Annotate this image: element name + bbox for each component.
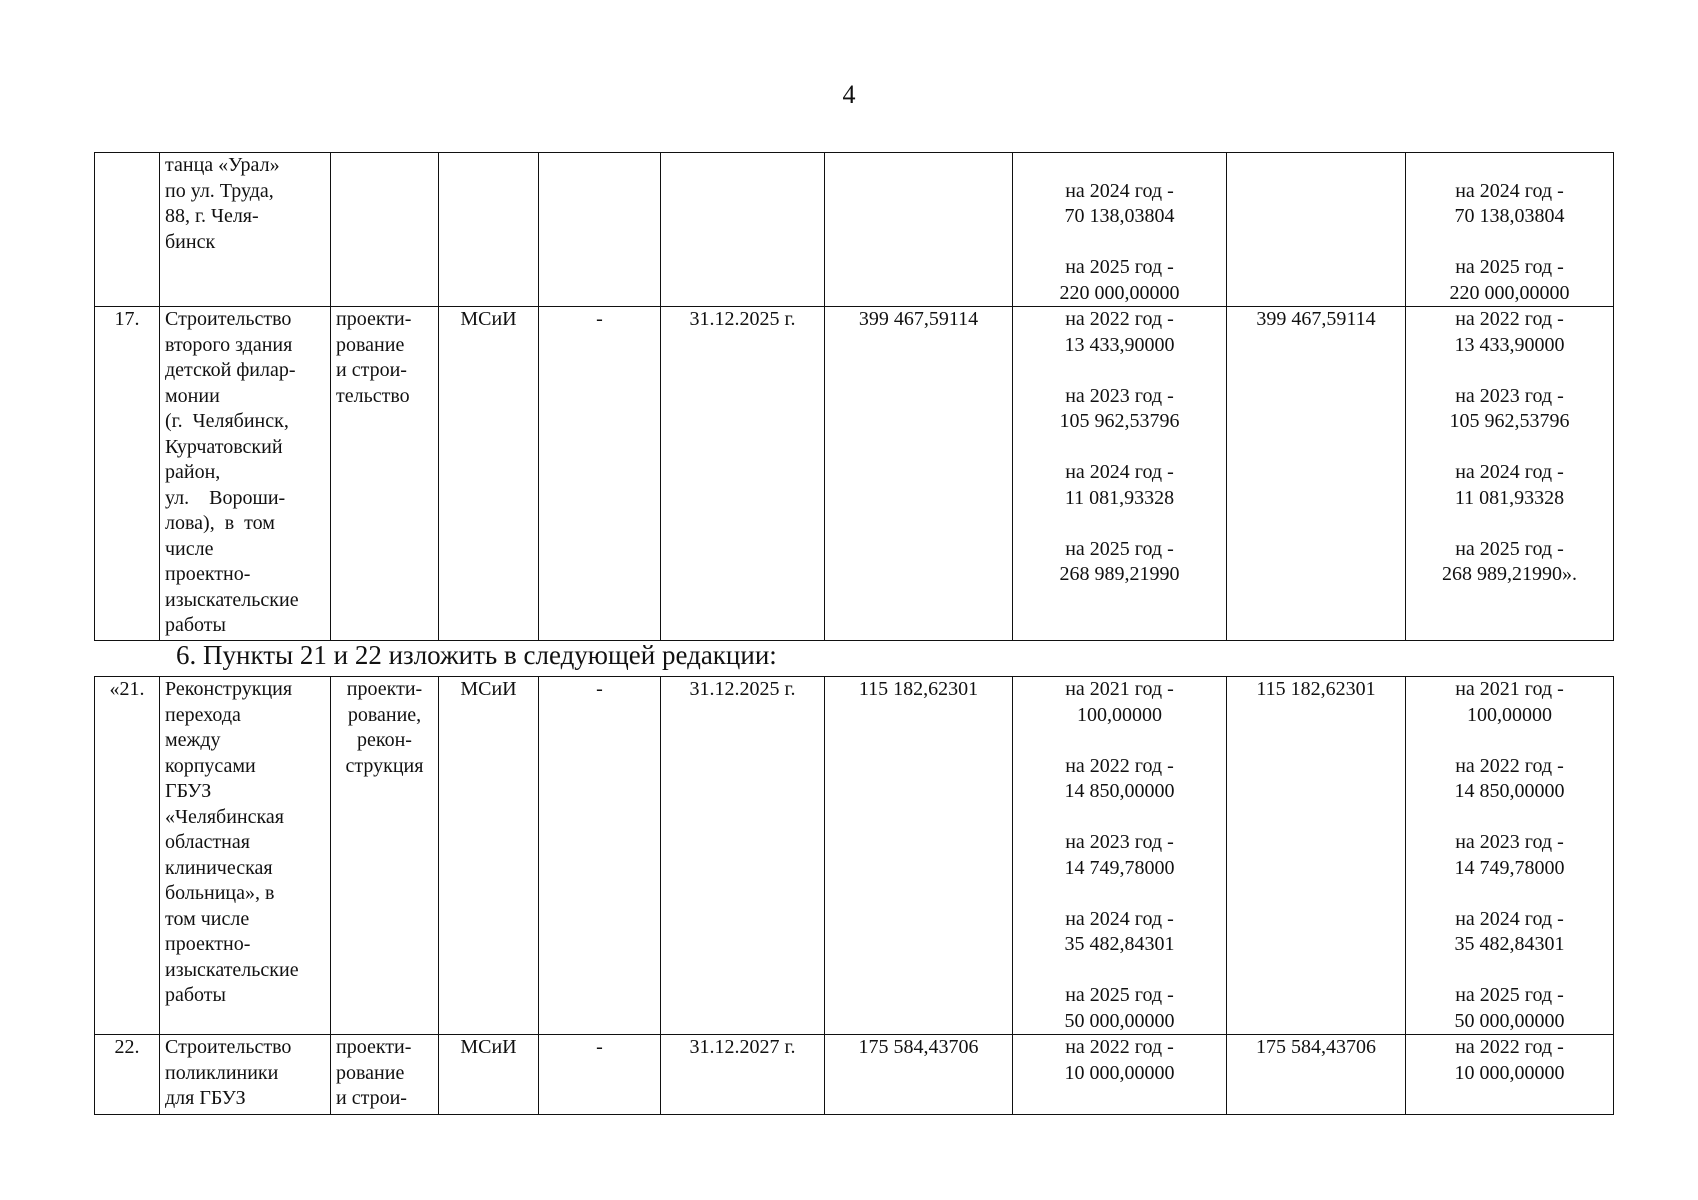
objects-table-continuation (94, 152, 1614, 641)
customer (439, 153, 539, 307)
estimated-cost: 115 182,62301 (825, 677, 1013, 1035)
table-row (95, 677, 1614, 1035)
object-name-line: детской филар- (165, 359, 296, 381)
budget-by-year: на 2024 год - 70 138,03804 на 2025 год - 220 000,00000 (1406, 153, 1614, 307)
work-type: проекти- рование и строи- (331, 1035, 439, 1115)
work-type: проекти- рование и строи- тельство (331, 307, 439, 641)
object-name: Строительство поликлиники для ГБУЗ (160, 1035, 331, 1115)
term-start: - (539, 307, 661, 641)
term-end: 31.12.2025 г. (661, 677, 825, 1035)
table-row (95, 153, 1614, 307)
object-name-line: ул. Вороши- (165, 486, 286, 509)
object-name-line: проектно- (165, 563, 251, 585)
estimated-cost (825, 153, 1013, 307)
object-name-line: числе (165, 537, 214, 560)
object-name-line: изыскательские (165, 588, 299, 611)
object-name-line: Курчатовский (165, 435, 283, 458)
object-name-line: монии (165, 384, 220, 407)
budget-by-year: на 2022 год - 13 433,90000 на 2023 год - 105 962,53796 на 2024 год - 11 081,93328 на 2025 год - 268 989,21990». (1406, 307, 1614, 641)
term-end: 31.12.2027 г. (661, 1035, 825, 1115)
budget-by-year: на 2022 год - 10 000,00000 (1406, 1035, 1614, 1115)
object-name-line: район, (165, 461, 221, 483)
financing-by-year: на 2022 год - 10 000,00000 (1013, 1035, 1227, 1115)
term-end: 31.12.2025 г. (661, 307, 825, 641)
row-number (95, 153, 160, 307)
budget-by-year: на 2021 год - 100,00000 на 2022 год - 14 850,00000 на 2023 год - 14 749,78000 на 2024 год - 35 482,84301 на 2025 год - 50 000,00000 (1406, 677, 1614, 1035)
object-name: танца «Урал» по ул. Труда, 88, г. Челя- бинск (160, 153, 331, 307)
object-name (160, 307, 331, 641)
budget-amount (1227, 153, 1406, 307)
customer: МСиИ (439, 677, 539, 1035)
object-name-line: Строительство (165, 308, 292, 330)
page-number: 4 (842, 80, 856, 109)
work-type (331, 153, 439, 307)
amendment-instruction: 6. Пункты 21 и 22 изложить в следующей редакции: (176, 640, 777, 670)
term-start: - (539, 1035, 661, 1115)
customer: МСиИ (439, 307, 539, 641)
budget-amount: 175 584,43706 (1227, 1035, 1406, 1115)
row-number: 17. (95, 307, 160, 641)
financing-by-year: на 2022 год - 13 433,90000 на 2023 год - 105 962,53796 на 2024 год - 11 081,93328 на 2025 год - 268 989,21990 (1013, 307, 1227, 641)
objects-table-new-edition (94, 676, 1614, 1115)
table-row (95, 1035, 1614, 1115)
work-type: проекти- рование, рекон- струкция (331, 677, 439, 1035)
budget-amount: 399 467,59114 (1227, 307, 1406, 641)
term-start (539, 153, 661, 307)
table-row (95, 307, 1614, 641)
term-end (661, 153, 825, 307)
term-start: - (539, 677, 661, 1035)
estimated-cost: 175 584,43706 (825, 1035, 1013, 1115)
estimated-cost: 399 467,59114 (825, 307, 1013, 641)
object-name-line: (г. Челябинск, (165, 410, 289, 432)
object-name: Реконструкция перехода между корпусами ГБУЗ «Челябинская областная клиническая больница», в том числе проектно- изыскательские работы (160, 677, 331, 1035)
row-number: 22. (95, 1035, 160, 1115)
financing-by-year: на 2024 год - 70 138,03804 на 2025 год - 220 000,00000 (1013, 153, 1227, 307)
object-name-line: второго здания (165, 333, 293, 356)
financing-by-year: на 2021 год - 100,00000 на 2022 год - 14 850,00000 на 2023 год - 14 749,78000 на 2024 год - 35 482,84301 на 2025 год - 50 000,00000 (1013, 677, 1227, 1035)
object-name-line: работы (165, 614, 226, 636)
customer: МСиИ (439, 1035, 539, 1115)
row-number: «21. (95, 677, 160, 1035)
object-name-line: лова), в том (165, 512, 275, 534)
budget-amount: 115 182,62301 (1227, 677, 1406, 1035)
